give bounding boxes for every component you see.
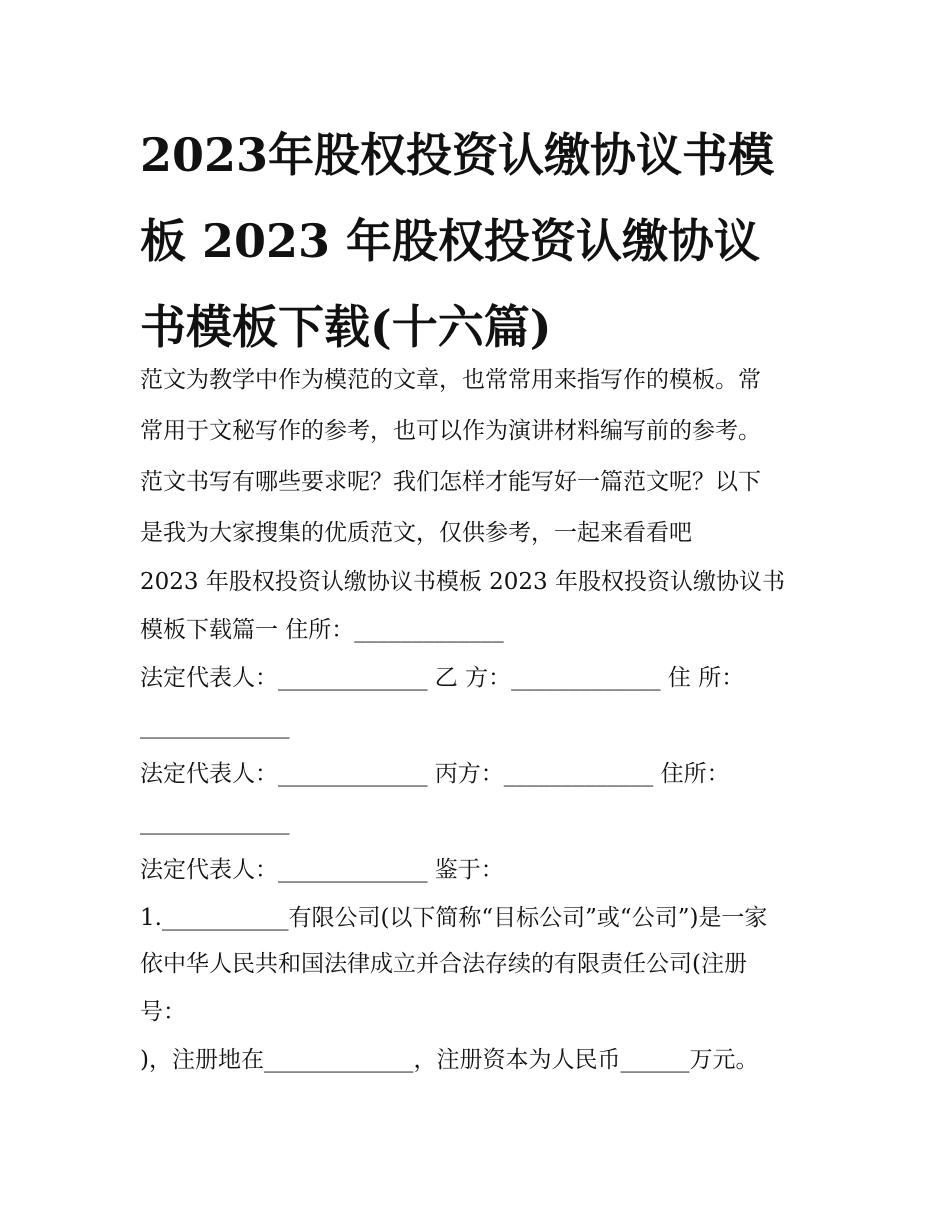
party-c-line: 法定代表人：_____________ 丙方：_____________ 住所： <box>140 761 730 787</box>
whereas-line: 法定代表人：_____________ 鉴于： <box>140 857 504 883</box>
intro-line: 范文书写有哪些要求呢？我们怎样才能写好一篇范文呢？以下 <box>140 469 761 495</box>
contract-section <box>140 564 820 1090</box>
clause-1-line: 依中华人民共和国法律成立并合法存续的有限责任公司(注册 <box>140 951 747 977</box>
party-b-line: 法定代表人：_____________ 乙 方：_____________ 住 所： <box>140 665 745 691</box>
contract-heading-line: 2023 年股权投资认缴协议书模板 2023 年股权投资认缴协议书 <box>140 569 785 595</box>
intro-line: 范文为教学中作为模范的文章，也常常用来指写作的模板。常 <box>140 367 761 393</box>
party-c-address-blank: _____________ <box>140 809 290 835</box>
clause-1-line: 号： <box>140 999 186 1025</box>
intro-line: 常用于文秘写作的参考，也可以作为演讲材料编写前的参考。 <box>140 418 761 444</box>
document-title <box>140 112 820 370</box>
title-line: 板 2023 年股权投资认缴协议 <box>140 214 761 268</box>
party-b-address-blank: _____________ <box>140 713 290 739</box>
clause-1-line: 1.___________有限公司(以下简称“目标公司”或“公司”)是一家 <box>140 905 768 931</box>
title-line: 2023年股权投资认缴协议书模 <box>140 128 775 182</box>
intro-line: 是我为大家搜集的优质范文，仅供参考，一起来看看吧 <box>140 520 692 546</box>
party-a-address-line: 模板下载篇一 住所：_____________ <box>140 617 504 643</box>
clause-1-line: )，注册地在_____________，注册资本为人民币______万元。 <box>140 1047 759 1073</box>
intro-paragraph <box>140 360 820 564</box>
title-line: 书模板下载(十六篇) <box>140 300 552 354</box>
